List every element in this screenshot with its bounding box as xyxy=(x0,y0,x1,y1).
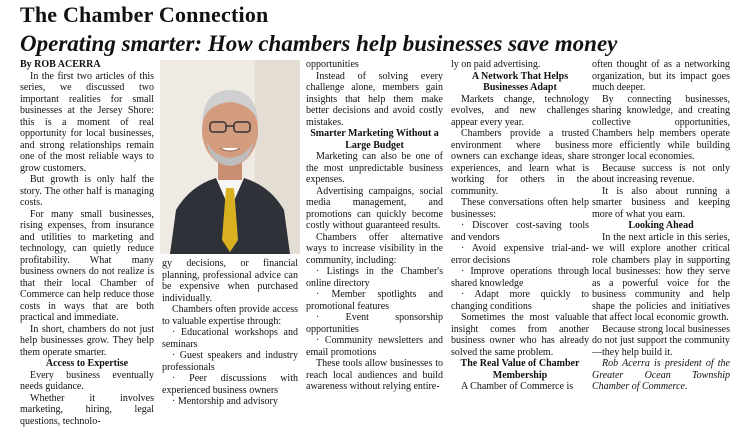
paragraph: These tools allow businesses to reach local audiences and build awareness without relying entire- xyxy=(306,358,443,393)
paragraph: Markets change, technology evolves, and new challenges appear every year. xyxy=(451,94,589,129)
list-item: · Peer discussions with experienced business owners xyxy=(162,373,298,396)
list-item: · Listings in the Chamber's online directory xyxy=(306,266,443,289)
subheading-access-to-expertise: Access to Expertise xyxy=(20,358,154,370)
article-column-1 xyxy=(20,59,154,427)
subheading-network: A Network That Helps Businesses Adapt xyxy=(451,71,589,94)
paragraph: A Chamber of Commerce is xyxy=(451,381,589,393)
paragraph: But growth is only half the story. The other half is managing costs. xyxy=(20,174,154,209)
portrait-illustration xyxy=(160,60,300,254)
subheading-real-value: The Real Value of Chamber Membership xyxy=(451,358,589,381)
paragraph: These conversations often help businesses: xyxy=(451,197,589,220)
list-item: · Discover cost-saving tools and vendors xyxy=(451,220,589,243)
paragraph: In the next article in this series, we will explore another critical role chambers play in supporting local businesses: how they serve as a powerful voice for the business community and help shape the policies and initiatives that affect local economic growth. xyxy=(592,232,730,324)
article-column-4 xyxy=(451,59,589,393)
list-item: · Avoid expensive trial-and-error decisions xyxy=(451,243,589,266)
paragraph: In the first two articles of this series, we discussed two important realities for small businesses at the Jersey Shore: this is a moment of real opportunity for local businesses, and strong relationships remain one of the most reliable ways to grow customers. xyxy=(20,71,154,175)
paragraph: ly on paid advertising. xyxy=(451,59,589,71)
paragraph: Whether it involves marketing, hiring, legal questions, technolo- xyxy=(20,393,154,427)
paragraph: Because success is not only about increasing revenue. xyxy=(592,163,730,186)
paragraph: It is also about running a smarter business and keeping more of what you earn. xyxy=(592,186,730,221)
article-column-5 xyxy=(592,59,730,393)
paragraph: opportunities xyxy=(306,59,443,71)
author-photo xyxy=(160,60,300,254)
list-item: · Community newsletters and email promotions xyxy=(306,335,443,358)
paragraph: Chambers offer alternative ways to increase visibility in the community, including: xyxy=(306,232,443,267)
paragraph: For many small businesses, rising expenses, from insurance and utilities to marketing and technology, can quietly reduce profitability. What many business owners do not realize is that their local Chamber of Commerce can help reduce those costs in ways that are both practical and immediate. xyxy=(20,209,154,324)
paragraph: Instead of solving every challenge alone, members gain insights that help them make better decisions and avoid costly mistakes. xyxy=(306,71,443,129)
paragraph: By connecting businesses, sharing knowledge, and creating collective opportunities, Chambers help members operate more efficiently while building stronger local economies. xyxy=(592,94,730,163)
paragraph: Marketing can also be one of the most unpredictable business expenses. xyxy=(306,151,443,186)
paragraph: Advertising campaigns, social media management, and promotions can quickly become costly without guaranteed results. xyxy=(306,186,443,232)
byline: By ROB ACERRA xyxy=(20,59,154,71)
article-headline: Operating smarter: How chambers help businesses save money xyxy=(20,31,617,57)
paragraph: Chambers often provide access to valuable expertise through: xyxy=(162,304,298,327)
article-column-2 xyxy=(162,258,298,408)
section-title: The Chamber Connection xyxy=(20,2,268,28)
list-item: · Improve operations through shared knowledge xyxy=(451,266,589,289)
list-item: · Mentorship and advisory xyxy=(162,396,298,408)
list-item: · Adapt more quickly to changing conditions xyxy=(451,289,589,312)
paragraph: Chambers provide a trusted environment where business owners can exchange ideas, share experiences, and learn what is working for others in the community. xyxy=(451,128,589,197)
subheading-smarter-marketing: Smarter Marketing Without a Large Budget xyxy=(306,128,443,151)
article-column-3 xyxy=(306,59,443,393)
paragraph: Sometimes the most valuable insight comes from another business owner who has already solved the same problem. xyxy=(451,312,589,358)
paragraph: gy decisions, or financial planning, professional advice can be expensive when purchased individually. xyxy=(162,258,298,304)
list-item: · Educational workshops and seminars xyxy=(162,327,298,350)
subheading-looking-ahead: Looking Ahead xyxy=(592,220,730,232)
paragraph: Every business eventually needs guidance. xyxy=(20,370,154,393)
list-item: · Guest speakers and industry professionals xyxy=(162,350,298,373)
list-item: · Member spotlights and promotional features xyxy=(306,289,443,312)
paragraph: Because strong local businesses do not just support the community—they help build it. xyxy=(592,324,730,359)
list-item: · Event sponsorship opportunities xyxy=(306,312,443,335)
paragraph: In short, chambers do not just help businesses grow. They help them operate smarter. xyxy=(20,324,154,359)
paragraph: often thought of as a networking organization, but its impact goes much deeper. xyxy=(592,59,730,94)
author-bio: Rob Acerra is president of the Greater Ocean Township Chamber of Commerce. xyxy=(592,358,730,393)
